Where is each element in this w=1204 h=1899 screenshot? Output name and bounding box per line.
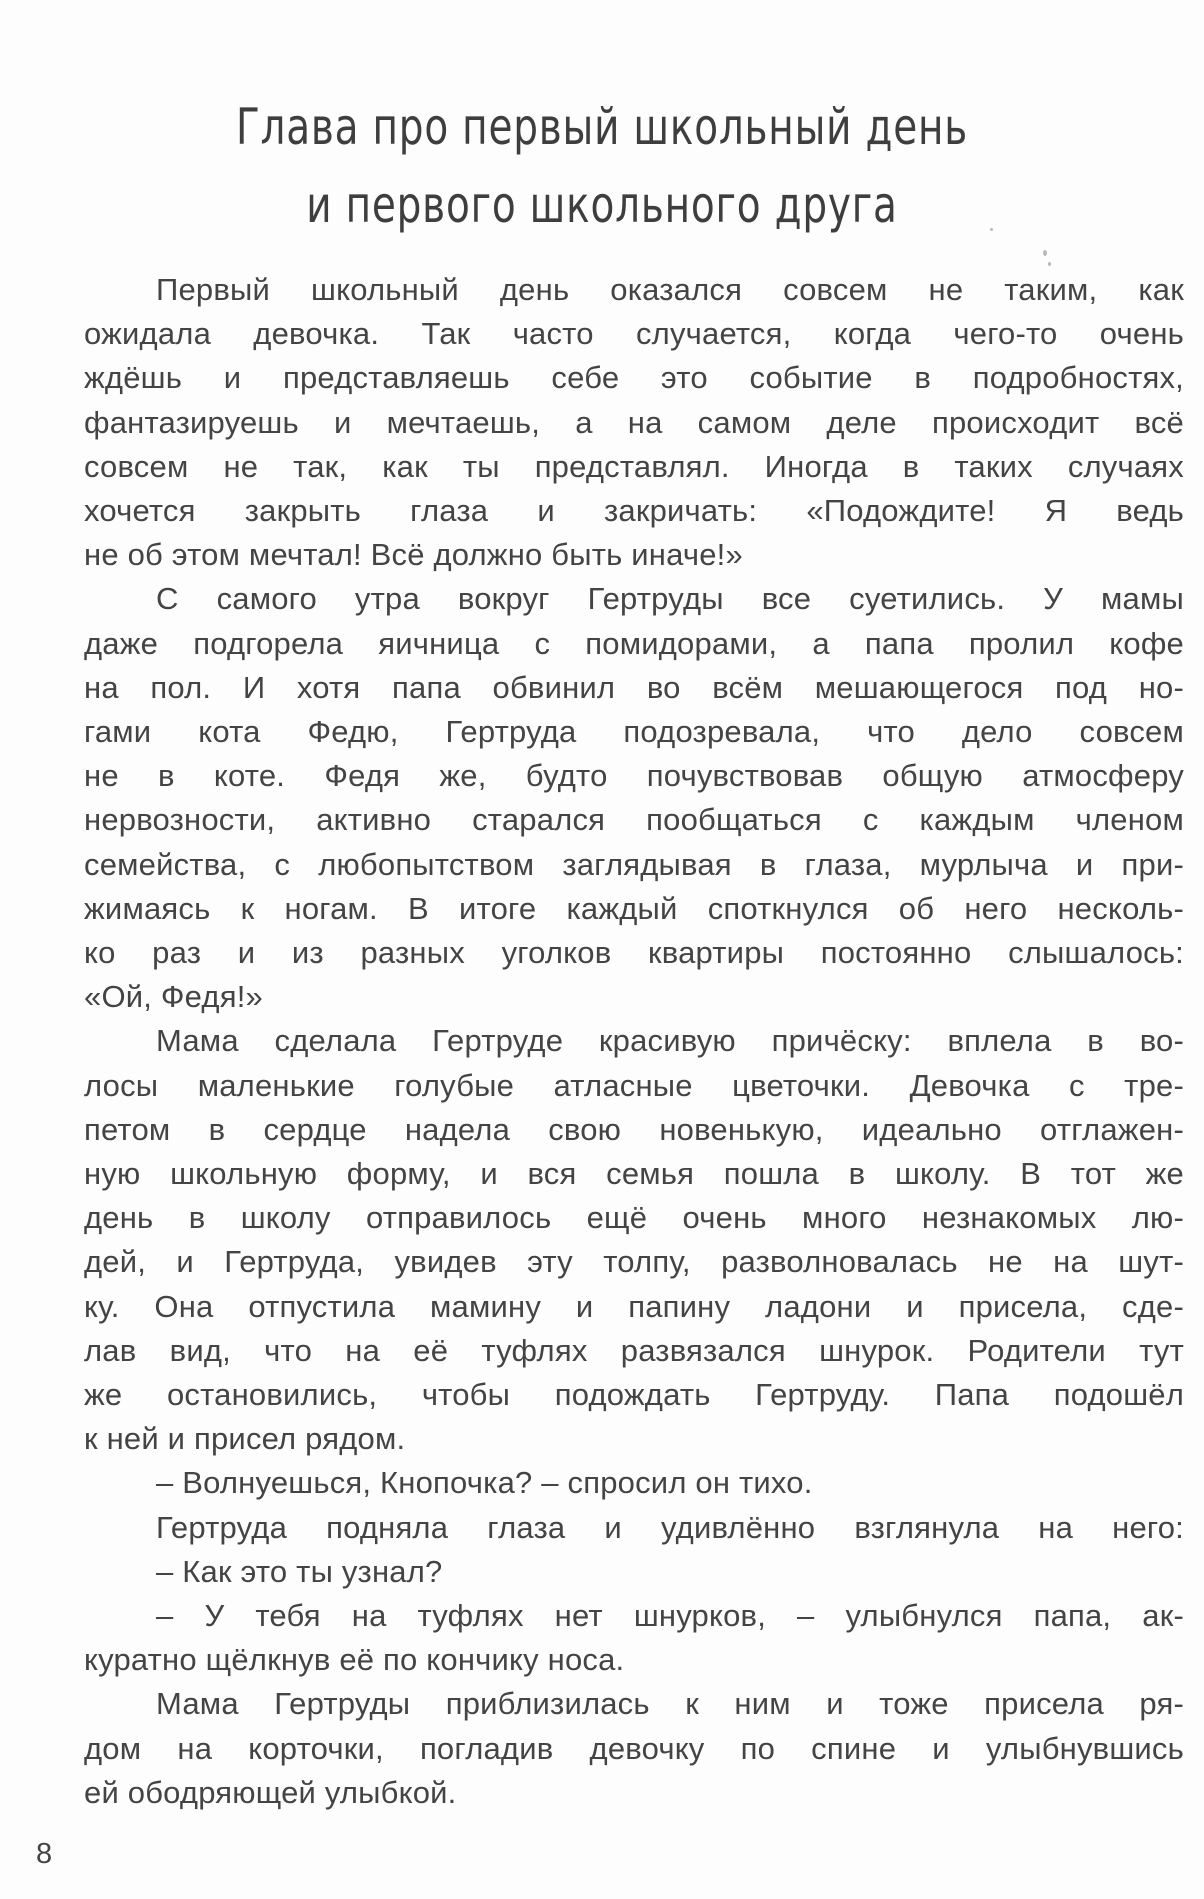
text-line: куратно щёлкнув её по кончику носа. [84,1642,625,1678]
text-line: «Ой, Федя!» [84,979,263,1015]
text-line: Мама Гертруды приблизилась к ним и тоже присела ря- [156,1686,1184,1722]
text-line: – У тебя на туфлях нет шнурков, – улыбнулся папа, ак- [156,1598,1184,1633]
text-line: фантазируешь и мечтаешь, а на самом деле происходит всё [84,404,1184,440]
chapter-title [0,88,1204,244]
text-line: С самого утра вокруг Гертруды все суетились. У мамы [156,581,1184,617]
text-line: ожидала девочка. Так часто случается, когда чего-то очень [84,316,1184,352]
text-line: жимаясь к ногам. В итоге каждый споткнулся об него несколь- [84,890,1184,926]
page-number: 8 [36,1838,53,1870]
text-line: – Волнуешься, Кнопочка? – спросил он тихо. [156,1465,813,1501]
text-line: нервозности, активно старался пообщаться с каждым членом [84,802,1184,838]
text-line: не об этом мечтал! Всё должно быть иначе!» [84,537,743,573]
text-line: на пол. И хотя папа обвинил во всём мешающегося под но- [84,669,1184,705]
text-line: ждёшь и представляешь себе это событие в подробностях, [84,360,1184,396]
scan-speck [1048,262,1051,266]
text-line: ную школьную форму, и вся семья пошла в школу. В тот же [84,1156,1184,1191]
chapter-title-line-2: и первого школьного друга [306,176,898,234]
text-line: лосы маленькие голубые атласные цветочки. Девочка с тре- [84,1067,1184,1103]
text-line: Мама сделала Гертруде красивую причёску: вплела в во- [156,1023,1184,1059]
text-line: лав вид, что на её туфлях развязался шнурок. Родители тут [84,1332,1184,1368]
text-line: Первый школьный день оказался совсем не таким, как [156,272,1184,307]
text-line: даже подгорела яичница с помидорами, а папа пролил кофе [84,625,1184,661]
text-line: не в коте. Федя же, будто почувствовав общую атмосферу [84,758,1184,794]
text-line: дом на корточки, погладив девочку по спине и улыбнувшись [84,1730,1184,1766]
text-line: ко раз и из разных уголков квартиры постоянно слышалось: [84,935,1184,970]
text-line: петом в сердце надела свою новенькую, идеально отглажен- [84,1111,1184,1147]
scan-speck [990,228,993,231]
scan-speck [1043,250,1047,256]
text-line: хочется закрыть глаза и закричать: «Подождите! Я ведь [84,493,1184,528]
chapter-title-line-1: Глава про первый школьный день [235,98,969,156]
text-line: ей ободряющей улыбкой. [84,1774,457,1810]
text-line: семейства, с любопытством заглядывая в глаза, мурлыча и при- [84,846,1184,882]
text-line: Гертруда подняла глаза и удивлённо взглянула на него: [156,1509,1184,1545]
text-line: день в школу отправилось ещё очень много незнакомых лю- [84,1200,1184,1236]
text-line: дей, и Гертруда, увидев эту толпу, разволновалась не на шут- [84,1244,1184,1280]
text-line: к ней и присел рядом. [84,1421,406,1457]
text-line: же остановились, чтобы подождать Гертруду. Папа подошёл [84,1377,1184,1412]
text-line: ку. Она отпустила мамину и папину ладони и присела, сде- [84,1288,1184,1324]
text-line: совсем не так, как ты представлял. Иногда в таких случаях [84,448,1184,484]
text-line: – Как это ты узнал? [156,1553,443,1589]
text-line: гами кота Федю, Гертруда подозревала, что дело совсем [84,714,1184,749]
